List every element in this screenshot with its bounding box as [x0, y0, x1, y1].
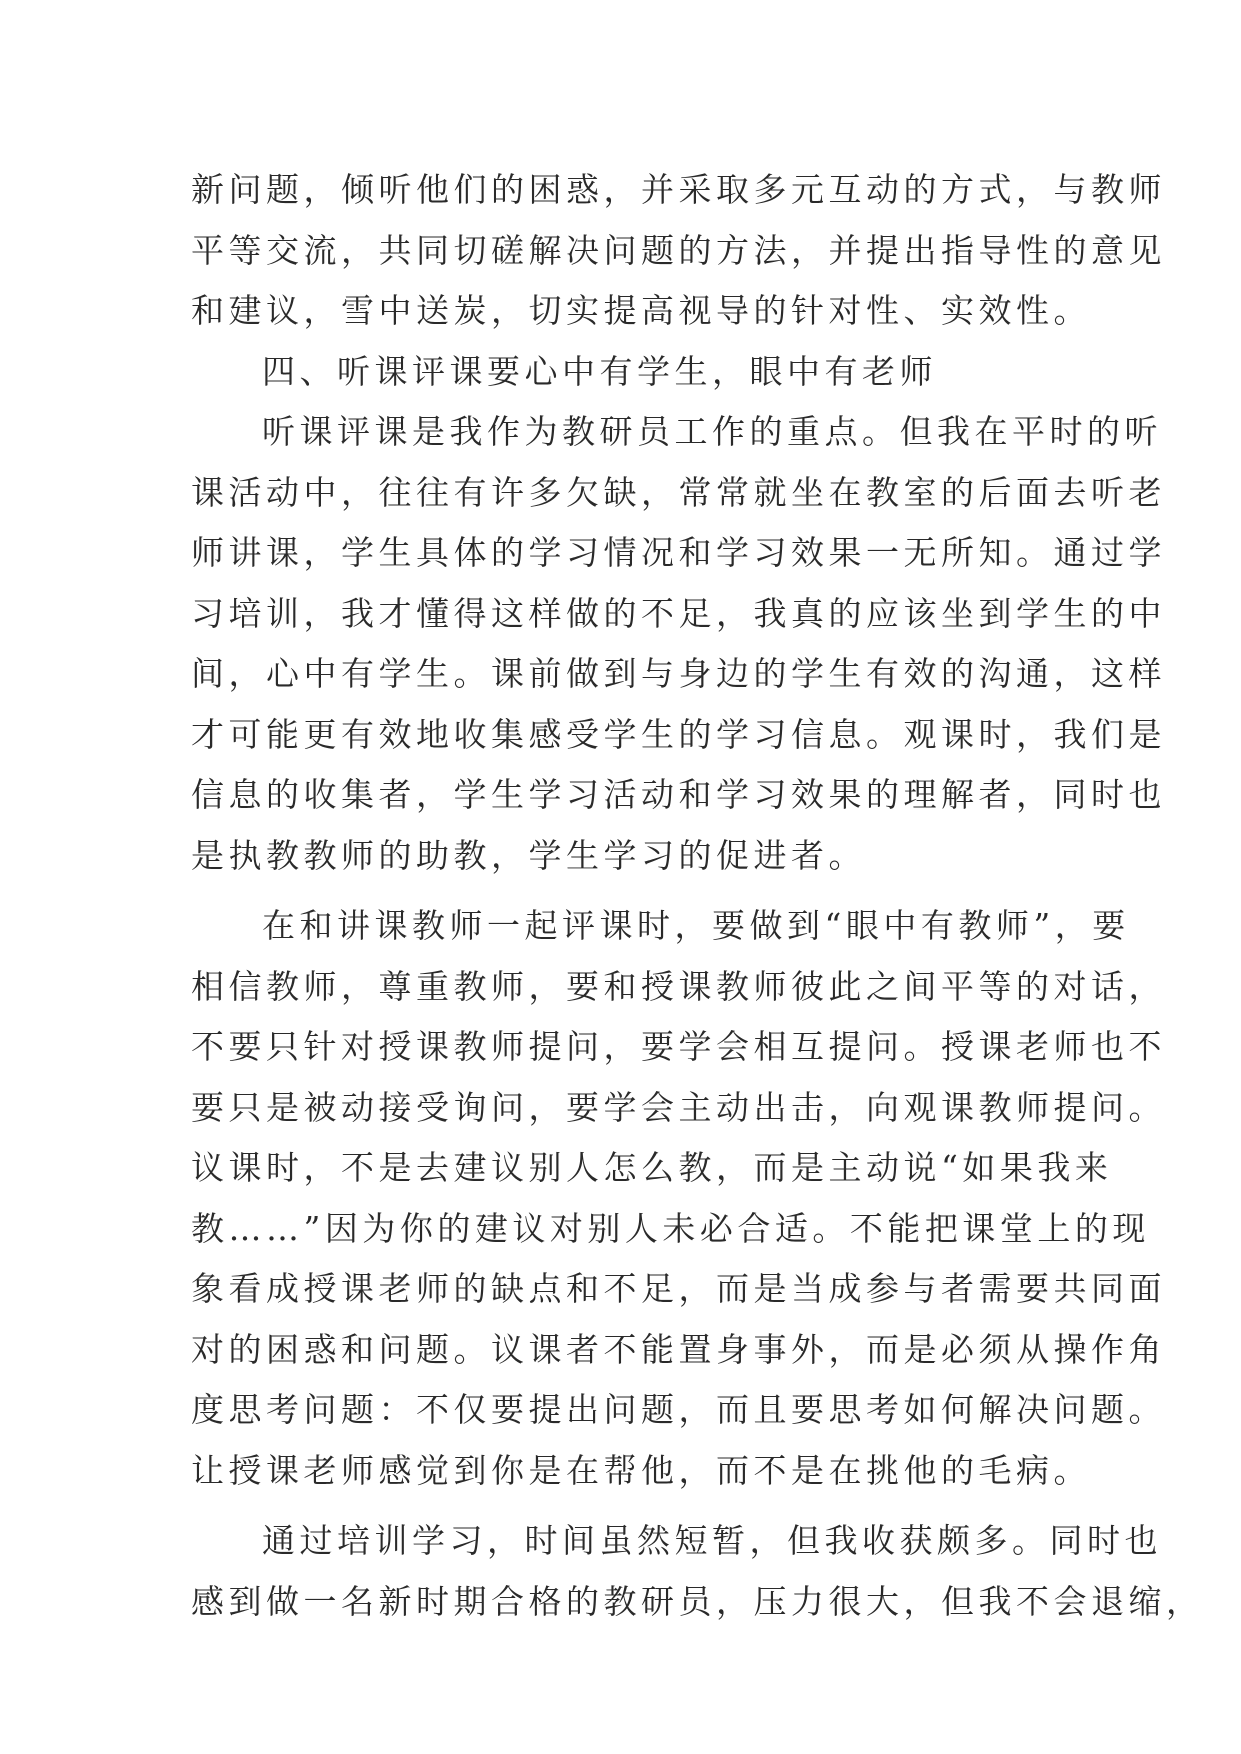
text-line: 在和讲课教师一起评课时，要做到“眼中有教师”，要 [262, 906, 1130, 945]
text-line: 象看成授课老师的缺点和不足，而是当成参与者需要共同面 [191, 1269, 1166, 1308]
body-text [191, 160, 1204, 1632]
text-line: 相信教师，尊重教师，要和授课教师彼此之间平等的对话， [191, 966, 1166, 1006]
text-line: 度思考问题：不仅要提出问题，而且要思考如何解决问题。 [191, 1390, 1166, 1429]
text-line: 议课时，不是去建议别人怎么教，而是主动说“如果我来 [191, 1148, 1113, 1187]
text-line: 间，心中有学生。课前做到与身边的学生有效的沟通，这样 [191, 654, 1166, 693]
text-line: 听课评课是我作为教研员工作的重点。但我在平时的听 [262, 412, 1162, 451]
text-line: 习培训，我才懂得这样做的不足，我真的应该坐到学生的中 [191, 593, 1166, 633]
section-heading: 四、听课评课要心中有学生，眼中有老师 [262, 351, 937, 391]
text-line: 和建议，雪中送炭，切实提高视导的针对性、实效性。 [191, 291, 1091, 330]
text-line: 师讲课，学生具体的学习情况和学习效果一无所知。通过学 [191, 533, 1166, 572]
text-line: 不要只针对授课教师提问，要学会相互提问。授课老师也不 [191, 1027, 1166, 1066]
text-line: 通过培训学习，时间虽然短暂，但我收获颇多。同时也 [262, 1521, 1162, 1560]
text-line: 教……”因为你的建议对别人未必合适。不能把课堂上的现 [191, 1208, 1150, 1248]
text-line: 才可能更有效地收集感受学生的学习信息。观课时，我们是 [191, 714, 1166, 754]
text-line: 平等交流，共同切磋解决问题的方法，并提出指导性的意见 [191, 230, 1166, 270]
text-line: 对的困惑和问题。议课者不能置身事外，而是必须从操作角 [191, 1329, 1166, 1369]
text-line: 要只是被动接受询问，要学会主动出击，向观课教师提问。 [191, 1087, 1166, 1127]
text-line: 信息的收集者，学生学习活动和学习效果的理解者，同时也 [191, 775, 1166, 814]
text-line: 课活动中，往往有许多欠缺，常常就坐在教室的后面去听老 [191, 472, 1166, 512]
text-line: 新问题，倾听他们的困惑，并采取多元互动的方式，与教师 [191, 170, 1166, 209]
text-line: 让授课老师感觉到你是在帮他，而不是在挑他的毛病。 [191, 1450, 1091, 1490]
text-line: 感到做一名新时期合格的教研员，压力很大，但我不会退缩， [191, 1581, 1204, 1621]
text-line: 是执教教师的助教，学生学习的促进者。 [191, 835, 866, 875]
